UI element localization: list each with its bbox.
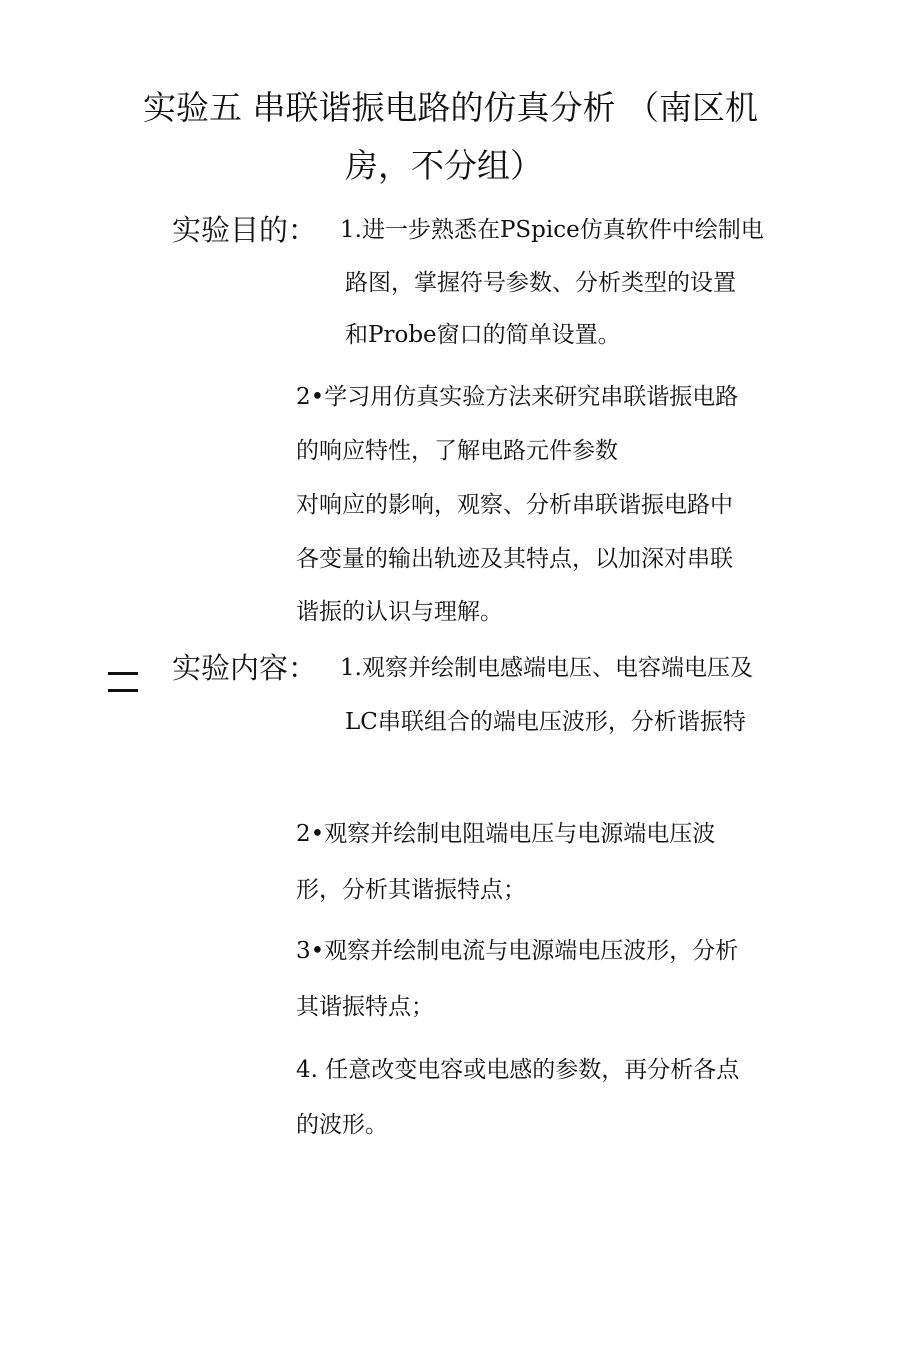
page-title-line-1: 实验五 串联谐振电路的仿真分析 （南区机 [143, 88, 758, 127]
content-item1-line2: LC串联组合的端电压波形，分析谐振特 [345, 709, 746, 735]
purpose-item1-line3: 和Probe窗口的简单设置。 [345, 322, 621, 348]
section-content-heading: 实验内容： [172, 651, 318, 685]
purpose-item1-line2: 路图，掌握符号参数、分析类型的设置 [345, 270, 736, 296]
content-item4-line1: 4. 任意改变电容或电感的参数，再分析各点 [296, 1057, 740, 1083]
purpose-item2-line3: 对响应的影响，观察、分析串联谐振电路中 [296, 492, 733, 518]
purpose-item1-line1: 1.进一步熟悉在PSpice仿真软件中绘制电 [340, 217, 764, 243]
content-item2-line2: 形，分析其谐振特点； [296, 877, 526, 903]
purpose-item2-line1: 2•学习用仿真实验方法来研究串联谐振电路 [296, 384, 739, 410]
page-title-line-2: 房，不分组） [345, 146, 543, 185]
purpose-item2-line2: 的响应特性，了解电路元件参数 [296, 438, 618, 464]
content-item3-line2: 其谐振特点； [296, 994, 434, 1020]
purpose-item2-line4: 各变量的输出轨迹及其特点，以加深对串联 [296, 546, 733, 572]
content-item3-line1: 3•观察并绘制电流与电源端电压波形，分析 [296, 938, 739, 964]
section-number-two [108, 672, 138, 675]
section-purpose-heading: 实验目的： [172, 213, 318, 247]
content-item1-line1: 1.观察并绘制电感端电压、电容端电压及 [340, 655, 753, 681]
content-item2-line1: 2•观察并绘制电阻端电压与电源端电压波 [296, 821, 716, 847]
content-item4-line2: 的波形。 [296, 1112, 388, 1138]
purpose-item2-line5: 谐振的认识与理解。 [296, 599, 503, 625]
